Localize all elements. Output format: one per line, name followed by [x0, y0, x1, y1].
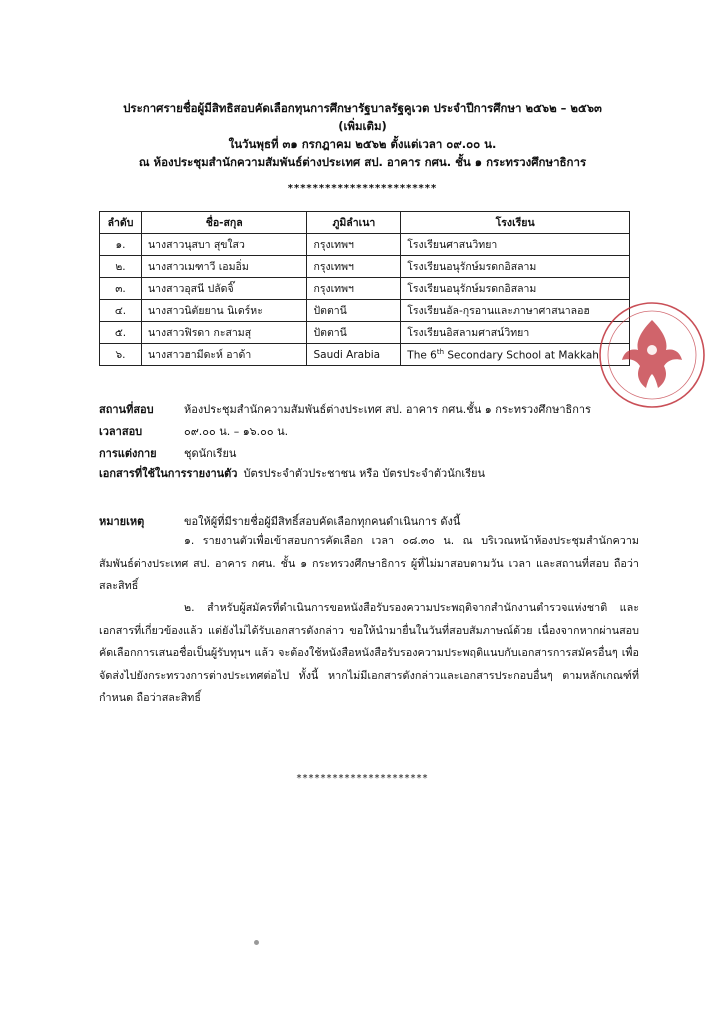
row-school: โรงเรียนอัล-กุรอานและภาษาศาสนาลอฮ	[401, 300, 630, 322]
row-name: นางสาวนุสบา สุขใสว	[141, 234, 307, 256]
exam-time-label: เวลาสอบ	[99, 425, 143, 438]
row-hometown: Saudi Arabia	[307, 344, 401, 366]
dress-code-value: ชุดนักเรียน	[184, 447, 237, 460]
candidate-table	[99, 211, 630, 366]
table-header-row	[100, 212, 630, 234]
remarks-intro: ขอให้ผู้ที่มีรายชื่อผู้มีสิทธิ์สอบคัดเลือกทุกคนดำเนินการ ดังนี้	[184, 515, 461, 528]
row-name: นางสาวอุสนี ปลัดจิ๊	[141, 278, 307, 300]
row-school-ordinal: th	[436, 347, 445, 356]
row-school: โรงเรียนศาสนวิทยา	[401, 234, 630, 256]
exam-location-heading: ณ ห้องประชุมสำนักความสัมพันธ์ต่างประเทศ สป. อาคาร กศน. ชั้น ๑ กระทรวงศึกษาธิการ	[138, 155, 587, 169]
table-row	[100, 234, 630, 256]
row-school: โรงเรียนอิสลามศาสน์วิทยา	[401, 322, 630, 344]
announcement-subtitle: (เพิ่มเติม)	[338, 119, 387, 133]
exam-place-label: สถานที่สอบ	[99, 403, 154, 416]
exam-time	[99, 424, 288, 440]
row-school-suffix: Secondary School at Makkah	[444, 349, 599, 362]
row-number: ๔.	[100, 300, 142, 322]
remarks-label: หมายเหตุ	[99, 515, 145, 528]
row-hometown: ปัตตานี	[307, 300, 401, 322]
announcement-title: ประกาศรายชื่อผู้มีสิทธิสอบคัดเลือกทุนการศึกษารัฐบาลรัฐคูเวต ประจำปีการศึกษา ๒๕๖๒ – ๒๕๖๓	[123, 101, 602, 115]
remark-item-1-text: ๑. รายงานตัวเพื่อเข้าสอบการคัดเลือก เวลา ๐๘.๓๐ น. ณ บริเวณหน้าห้องประชุมสำนักความสัมพันธ์ต่างประเทศ สป. อาคาร กศน. ชั้น ๑ กระทรวงศึกษาธิการ ผู้ที่ไม่มาสอบตามวัน เวลา และสถานที่สอบ ถือว่าสละสิทธิ์	[99, 534, 639, 592]
exam-date: ในวันพุธที่ ๓๑ กรกฎาคม ๒๕๖๒ ตั้งแต่เวลา ๐๙.๐๐ น.	[228, 137, 497, 151]
row-number: ๖.	[100, 344, 142, 366]
table-row	[100, 256, 630, 278]
required-documents-label: เอกสารที่ใช้ในการรายงานตัว	[99, 467, 238, 480]
required-documents	[99, 466, 485, 482]
row-name: นางสาวนิตัยยาน นิเดร์หะ	[141, 300, 307, 322]
remark-item-1	[99, 530, 639, 598]
row-name: นางสาวฟิรดา กะสามสุ	[141, 322, 307, 344]
official-seal-icon	[590, 290, 710, 420]
row-school: โรงเรียนอนุรักษ์มรดกอิสลาม	[401, 256, 630, 278]
row-hometown: กรุงเทพฯ	[307, 234, 401, 256]
row-hometown: กรุงเทพฯ	[307, 278, 401, 300]
col-header-number: ลำดับ	[100, 212, 142, 234]
table-row	[100, 278, 630, 300]
row-school-prefix: The 6	[407, 349, 437, 362]
row-number: ๑.	[100, 234, 142, 256]
separator-stars-top: ************************	[287, 183, 438, 194]
dress-code	[99, 446, 236, 462]
separator-stars-bottom: **********************	[296, 773, 429, 784]
row-number: ๓.	[100, 278, 142, 300]
row-number: ๕.	[100, 322, 142, 344]
scan-speck	[254, 940, 259, 945]
col-header-name: ชื่อ-สกุล	[141, 212, 307, 234]
table-row	[100, 344, 630, 366]
exam-place	[99, 402, 591, 418]
row-hometown: กรุงเทพฯ	[307, 256, 401, 278]
dress-code-label: การแต่งกาย	[99, 447, 157, 460]
row-number: ๒.	[100, 256, 142, 278]
row-hometown: ปัตตานี	[307, 322, 401, 344]
row-name: นางสาวฮามีดะห์ อาด้า	[141, 344, 307, 366]
remark-item-2	[99, 597, 639, 710]
table-row	[100, 300, 630, 322]
remark-item-2-text: ๒. สำหรับผู้สมัครที่ดำเนินการขอหนังสือรับรองความประพฤติจากสำนักงานตำรวจแห่งชาติ และเอกสารที่เกี่ยวข้องแล้ว แต่ยังไม่ได้รับเอกสารดังกล่าว ขอให้นำมายื่นในวันที่สอบสัมภาษณ์ด้วย เนื่องจากหากผ่านสอบคัดเลือกการเสนอชื่อเป็นผู้รับทุนฯ แล้ว จะต้องใช้หนังสือหนังสือรับรองความประพฤติแนบกับเอกสารการสมัครอื่นๆ เพื่อจัดส่งไปยังกระทรวงการต่างประเทศต่อไป ทั้งนี้ หากไม่มีเอกสารดังกล่าวและเอกสารประกอบอื่นๆ ตามหลักเกณฑ์ที่กำหนด ถือว่าสละสิทธิ์	[99, 601, 639, 704]
row-name: นางสาวเมฑาวี เอมอิ่ม	[141, 256, 307, 278]
exam-place-value: ห้องประชุมสำนักความสัมพันธ์ต่างประเทศ สป. อาคาร กศน.ชั้น ๑ กระทรวงศึกษาธิการ	[184, 403, 591, 416]
table-row	[100, 322, 630, 344]
row-school: โรงเรียนอนุรักษ์มรดกอิสลาม	[401, 278, 630, 300]
required-documents-value: บัตรประจำตัวประชาชน หรือ บัตรประจำตัวนักเรียน	[243, 467, 486, 480]
exam-time-value: ๐๙.๐๐ น. – ๑๖.๐๐ น.	[184, 425, 289, 438]
col-header-hometown: ภูมิลำเนา	[307, 212, 401, 234]
col-header-school: โรงเรียน	[401, 212, 630, 234]
